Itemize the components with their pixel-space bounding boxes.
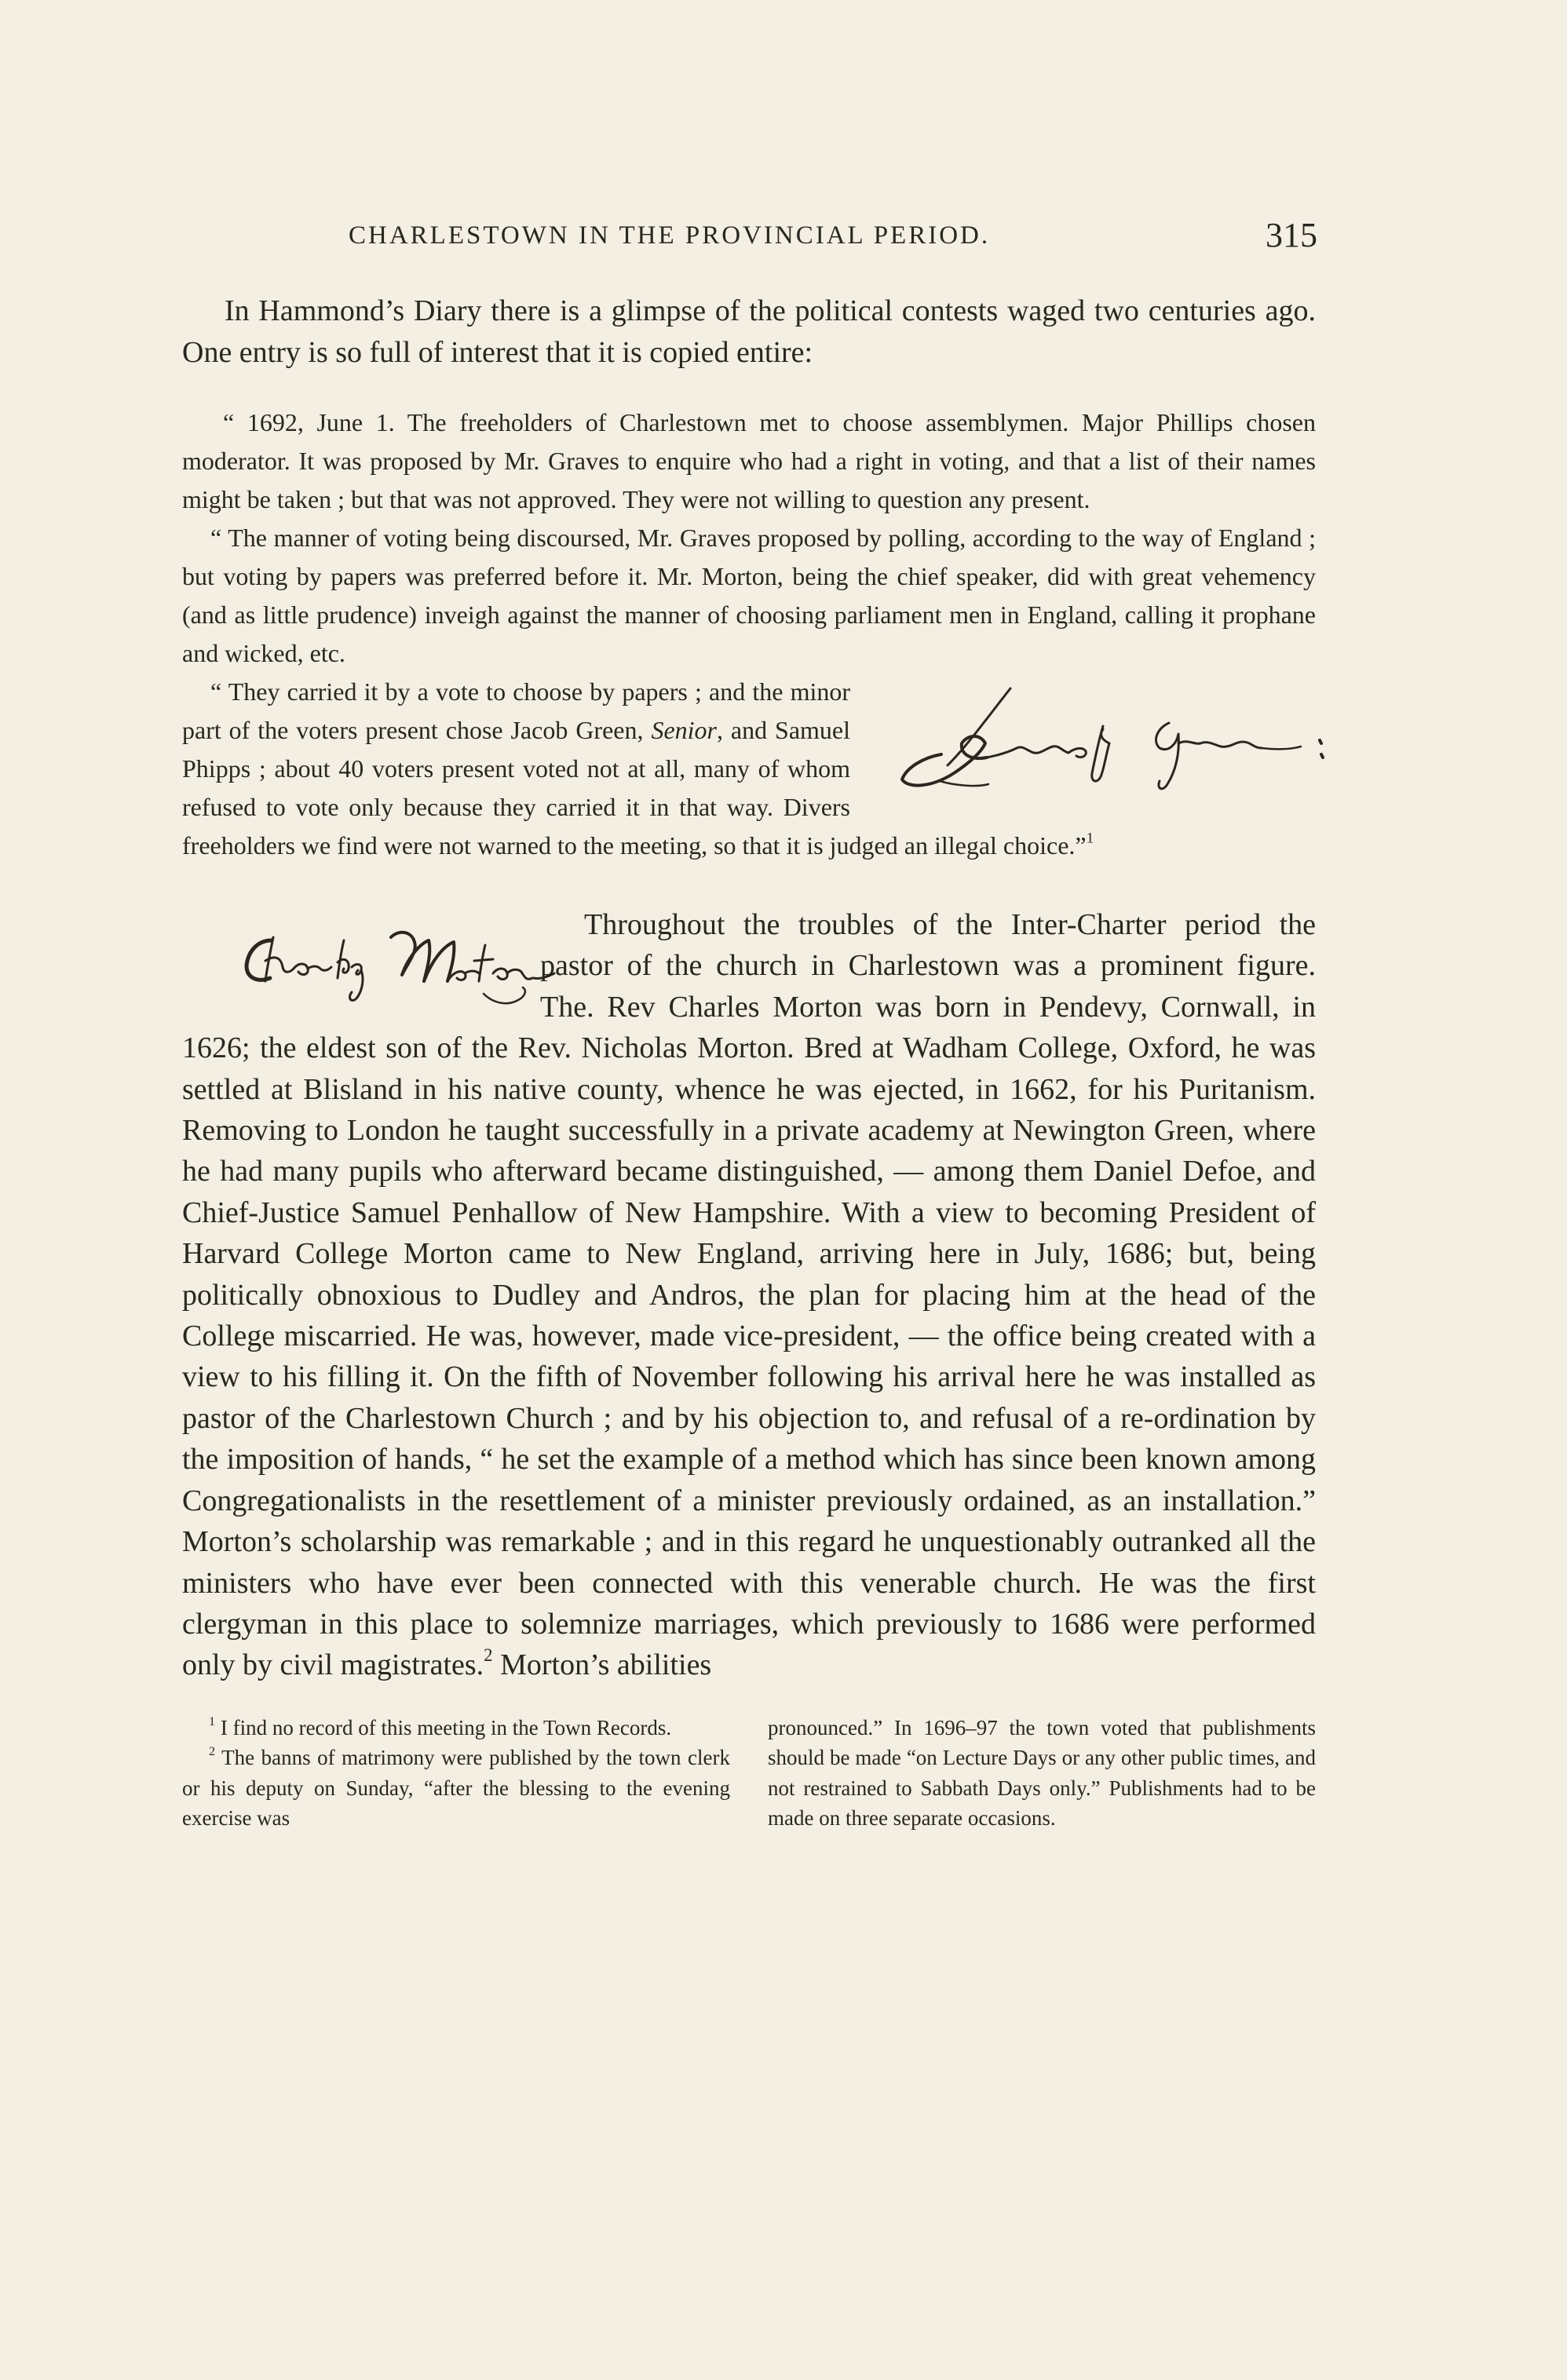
footnote-1-mark: 1 — [209, 1714, 216, 1728]
diary-quote — [182, 403, 1316, 865]
footnotes-left-column — [182, 1713, 730, 1834]
footnote-1-text: I find no record of this meeting in the Town Records. — [215, 1715, 672, 1739]
running-title: CHARLESTOWN IN THE PROVINCIAL PERIOD. — [349, 221, 991, 250]
footnote-ref-2: 2 — [484, 1645, 493, 1666]
quote-paragraph-2: “ The manner of voting being discoursed, Mr. Graves proposed by polling, according to the way of England ; but voting by papers was preferred before it. Mr. Morton, being the chief speaker, did with great vehemency (and as little prudence) inveigh against the manner of choosing parliament men in England, calling it prophane and wicked, etc. — [182, 524, 1316, 667]
morton-paragraph-text-a: Throughout the troubles of the Inter-Charter period the pastor of the church in Charlestown was a prominent figure. The. Rev Charles Morton was born in Pendevy, Cornwall, in 1626; the eldest son of the Rev. Nicholas Morton. Bred at Wadham College, Oxford, he was settled at Blisland in his native county, whence he was ejected, in 1662, for his Puritanism. Removing to London he taught successfully in a private academy at Newington Green, where he had many pupils who afterward became distinguished, — among them Daniel Defoe, and Chief-Justice Samuel Penhallow of New Hampshire. With a view to becoming President of Harvard College Morton came to New England, arriving here in July, 1686; but, being politically obnoxious to Dudley and Andros, the plan for placing him at the head of the College miscarried. He was, however, made vice-president, — the office being created with a view to his filling it. On the fifth of November following his arrival here he was installed as pastor of the Charlestown Church ; and by his objection to, and refusal of a re-ordination by the imposition of hands, “ he set the example of a method which has since been known among Congregationalists in the resettlement of a minister previously ordained, as an installation.” Morton’s scholarship was remarkable ; and in this regard he unquestionably outranked all the ministers who have ever been connected with this venerable church. He was the first clergyman in this place to solemnize marriages, which previously to 1686 were performed only by civil magistrates. — [182, 908, 1316, 1682]
morton-paragraph — [182, 904, 1316, 1686]
senior-italic: Senior — [651, 716, 717, 744]
footnote-2-continued: pronounced.” In 1696–97 the town voted that publishments should be made “on Lecture Days or any other public times, and not restrained to Sabbath Days only.” Publishments had to be made on three separate occasions. — [768, 1715, 1316, 1831]
intro-paragraph: In Hammond’s Diary there is a glimpse of the political contests waged two centuries ago. One entry is so full of interest that it is copied entire: — [182, 294, 1316, 369]
footnote-ref-1: 1 — [1086, 830, 1094, 847]
book-page — [182, 216, 1317, 2339]
jacob-green-signature — [864, 679, 1316, 805]
footnote-2 — [182, 1743, 730, 1834]
charles-morton-signature-drawing — [226, 906, 578, 1020]
footnote-2-mark: 2 — [209, 1744, 216, 1759]
footnotes-right-column — [768, 1713, 1316, 1834]
page-number: 315 — [1266, 216, 1317, 254]
footnote-1 — [182, 1713, 730, 1743]
quote-paragraph-3 — [182, 673, 1316, 865]
charles-morton-signature — [182, 906, 534, 1020]
morton-paragraph-text-b: Morton’s abilities — [492, 1648, 712, 1682]
footnotes — [182, 1713, 1316, 1834]
footnote-2-text-a: The banns of matrimony were published by the town clerk or his deputy on Sunday, “after the blessing to the evening exercise was — [182, 1746, 730, 1831]
running-head — [182, 216, 1317, 267]
quote-paragraph-3-text-a: “ They carried it by a vote to choose by papers ; and the minor part of the voters present chose Jacob Green, — [182, 677, 850, 744]
quote-paragraph-3-text-b: , and Samuel Phipps ; about 40 voters present voted not at all, many of whom refused to vote only because they carried it in that way. Divers freeholders we find were not warned to the meeting, so that it is judged an illegal choice.” — [182, 716, 1087, 860]
quote-paragraph-1: “ 1692, June 1. The freeholders of Charlestown met to choose assemblymen. Major Phillips chosen moderator. It was proposed by Mr. Graves to enquire who had a right in voting, and that a list of their names might be taken ; but that was not approved. They were not willing to question any present. — [182, 408, 1316, 513]
main-text — [182, 904, 1316, 1686]
jacob-green-signature-drawing — [893, 679, 1344, 805]
